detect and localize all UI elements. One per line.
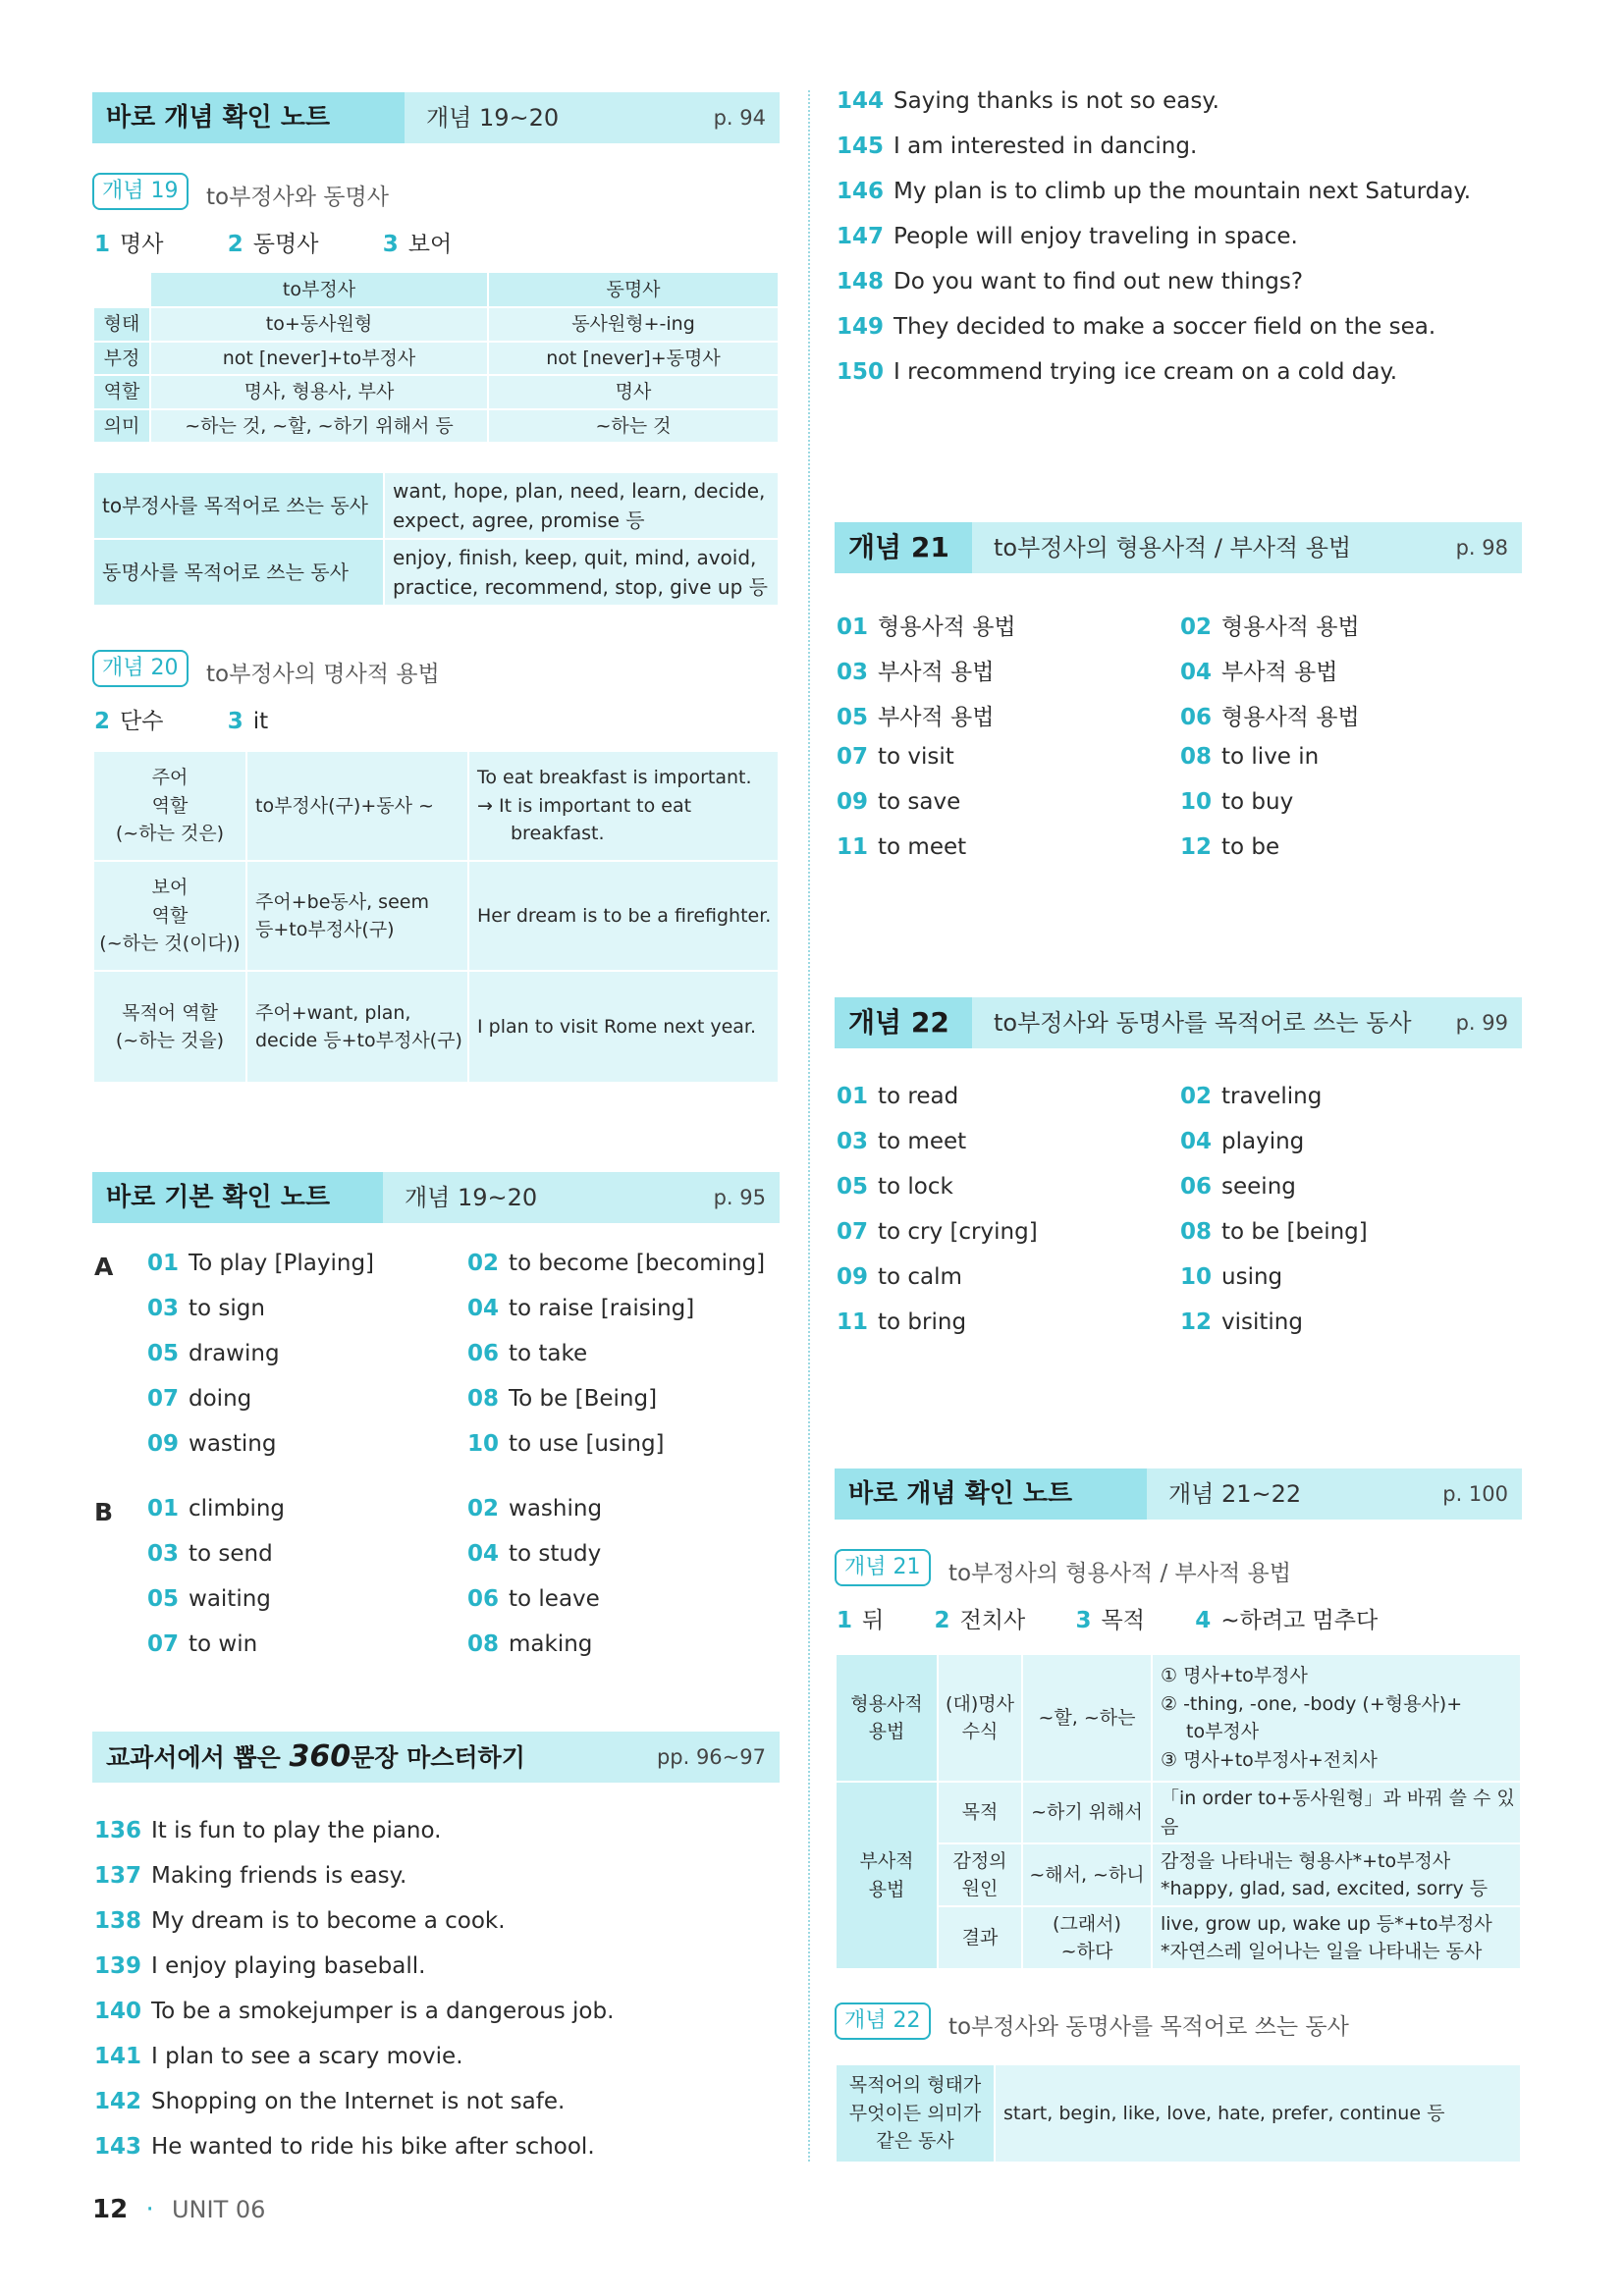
header-title: 바로 개념 확인 노트	[835, 1468, 1147, 1520]
answer-item: 08 to live in	[1180, 744, 1320, 770]
concept-22-title: to부정사와 동명사를 목적어로 쓰는 동사	[948, 2014, 1349, 2040]
answer-item: 10 to buy	[1180, 789, 1294, 815]
sentence-item: 136 It is fun to play the piano.	[94, 1818, 442, 1843]
header-concept: to부정사의 형용사적 / 부사적 용법	[994, 534, 1352, 561]
part-b-item: 02 washing	[467, 1496, 603, 1522]
concept-21-answers: 1 뒤 2 전치사 3 목적 4 ~하려고 멈추다	[837, 1608, 1379, 1633]
answer-item: 05 부사적 용법	[837, 705, 995, 730]
answer-item: 05 to lock	[837, 1174, 953, 1200]
adj-adv-use-table: 형용사적 용법 (대)명사 수식 ~할, ~하는 ① 명사+to부정사 ② -thing, -one, -body (+형용사)+ to부정사 ③ 명사+to부정사+전치사 부사적 용법 목적 ~하기 위해서 「in order to+동사원형」과 바꿔 쓸 수 있음 감정의 원인 ~해서, ~하니 감정을 나타내는 형용사*+to부정사 *happy, glad, sad, excited, sorry 등 결과 (그래서) ~하다 live, grow up, wake up 등*+to부정사 *자연스레 일어나는 일을 나타내는 동사	[835, 1653, 1522, 1970]
concept-20-answers: 2 단수 3 it	[94, 709, 269, 734]
answer-item: 12 to be	[1180, 834, 1280, 860]
answer-item: 06 seeing	[1180, 1174, 1296, 1200]
header-page: p. 100	[1442, 1482, 1508, 1506]
part-a-item: 07 doing	[147, 1386, 252, 1412]
concept-21-title: to부정사의 형용사적 / 부사적 용법	[948, 1561, 1291, 1586]
column-divider	[808, 90, 810, 2162]
answer-item: 10 using	[1180, 1264, 1283, 1290]
header-page: p. 99	[1455, 1011, 1508, 1035]
header-concept: 개념 21~22	[1168, 1480, 1302, 1508]
sentence-item: 143 He wanted to ride his bike after school.	[94, 2134, 595, 2160]
answer-item: 04 playing	[1180, 1129, 1305, 1154]
sentence-item: 145 I am interested in dancing.	[837, 133, 1198, 159]
part-a-item: 03 to sign	[147, 1296, 265, 1321]
header-title: 개념 21	[835, 522, 972, 573]
header-title: 바로 기본 확인 노트	[92, 1172, 383, 1223]
answer-item: 09 to calm	[837, 1264, 962, 1290]
header-concept: 개념 19~20	[426, 104, 560, 132]
unit-label: UNIT 06	[171, 2196, 266, 2223]
part-a-item: 01 To play [Playing]	[147, 1251, 375, 1276]
sentence-item: 142 Shopping on the Internet is not safe.	[94, 2089, 566, 2114]
concept-note-header	[92, 92, 780, 143]
sentence-item: 138 My dream is to become a cook.	[94, 1908, 506, 1934]
header-page: p. 95	[713, 1186, 766, 1209]
part-a-item: 09 wasting	[147, 1431, 277, 1457]
answer-item: 03 부사적 용법	[837, 660, 995, 685]
header-title: 교과서에서 뽑은 360문장 마스터하기	[106, 1739, 525, 1774]
concept-22-pill: 개념 22	[835, 2002, 931, 2040]
part-a-item: 08 To be [Being]	[467, 1386, 658, 1412]
answer-item: 09 to save	[837, 789, 961, 815]
infinitive-gerund-table: to부정사 동명사 형태 to+동사원형 동사원형+-ing 부정 not [never]+to부정사 not [never]+동명사 역할 명사, 형용사, 부사 명사 의미 ~하는 것, ~할, ~하기 위해서 등 ~하는 것	[92, 271, 780, 444]
answer-item: 08 to be [being]	[1180, 1219, 1368, 1245]
part-a-item: 10 to use [using]	[467, 1431, 665, 1457]
sentence-item: 146 My plan is to climb up the mountain next Saturday.	[837, 179, 1472, 204]
answer-item: 12 visiting	[1180, 1309, 1303, 1335]
part-b-item: 03 to send	[147, 1541, 273, 1567]
answer-item: 03 to meet	[837, 1129, 967, 1154]
same-meaning-verb-table: 목적어의 형태가 무엇이든 의미가 같은 동사 start, begin, like, love, hate, prefer, continue 등	[835, 2063, 1522, 2163]
header-title: 바로 개념 확인 노트	[92, 92, 405, 143]
part-b-item: 01 climbing	[147, 1496, 286, 1522]
concept-19-title: to부정사와 동명사	[206, 185, 389, 210]
part-b-item: 08 making	[467, 1631, 593, 1657]
answer-item: 07 to visit	[837, 744, 954, 770]
answer-item: 07 to cry [crying]	[837, 1219, 1038, 1245]
sentence-item: 150 I recommend trying ice cream on a cold day.	[837, 359, 1398, 385]
part-a-item: 02 to become [becoming]	[467, 1251, 766, 1276]
answer-item: 01 to read	[837, 1084, 959, 1109]
answer-item: 11 to bring	[837, 1309, 967, 1335]
answer-item: 02 형용사적 용법	[1180, 614, 1360, 640]
concept-21-header	[835, 522, 1522, 573]
sentence-item: 141 I plan to see a scary movie.	[94, 2044, 463, 2069]
page-footer: 12 · UNIT 06	[92, 2195, 266, 2224]
sentence-master-header	[92, 1732, 780, 1783]
sentence-item: 140 To be a smokejumper is a dangerous job.	[94, 1999, 615, 2024]
part-a-label: A	[94, 1253, 114, 1281]
header-title: 개념 22	[835, 997, 972, 1048]
page-number: 12	[92, 2195, 129, 2224]
header-page: p. 98	[1455, 536, 1508, 560]
header-concept: to부정사와 동명사를 목적어로 쓰는 동사	[994, 1009, 1412, 1037]
answer-item: 11 to meet	[837, 834, 967, 860]
concept-21-pill: 개념 21	[835, 1549, 931, 1586]
concept-19-answers: 1 명사 2 동명사 3 보어	[94, 232, 453, 257]
basic-note-header	[92, 1172, 780, 1223]
header-concept: 개념 19~20	[405, 1184, 538, 1211]
concept-20-title: to부정사의 명사적 용법	[206, 662, 440, 687]
part-b-item: 04 to study	[467, 1541, 602, 1567]
part-b-label: B	[94, 1498, 114, 1526]
object-verb-table: to부정사를 목적어로 쓰는 동사 want, hope, plan, need, learn, decide, expect, agree, promise 등 동명사를 목적어로 쓰는 동사 enjoy, finish, keep, quit, mind, avoid, practice, recommend, stop, give up 등	[92, 471, 780, 607]
answer-item: 06 형용사적 용법	[1180, 705, 1360, 730]
answer-item: 01 형용사적 용법	[837, 614, 1016, 640]
part-b-item: 06 to leave	[467, 1586, 600, 1612]
concept-19-pill: 개념 19	[92, 173, 189, 210]
header-page: p. 94	[713, 106, 766, 130]
sentence-item: 148 Do you want to find out new things?	[837, 269, 1304, 294]
part-a-item: 05 drawing	[147, 1341, 280, 1366]
header-page: pp. 96~97	[656, 1745, 766, 1769]
concept-22-header	[835, 997, 1522, 1048]
sentence-item: 139 I enjoy playing baseball.	[94, 1953, 426, 1979]
sentence-item: 144 Saying thanks is not so easy.	[837, 88, 1219, 114]
concept-note-header	[835, 1468, 1522, 1520]
noun-use-table: 주어 역할 (~하는 것은) to부정사(구)+동사 ~ To eat breakfast is important. → It is important to eat breakfast. 보어 역할 (~하는 것(이다)) 주어+be동사, seem 등+to부정사(구) Her dream is to be a firefighter. 목적어 역할 (~하는 것을) 주어+want, plan, decide 등+to부정사(구) I plan to visit Rome next year.	[92, 750, 780, 1084]
answer-item: 02 traveling	[1180, 1084, 1323, 1109]
part-a-item: 06 to take	[467, 1341, 588, 1366]
answer-item: 04 부사적 용법	[1180, 660, 1338, 685]
sentence-item: 149 They decided to make a soccer field on the sea.	[837, 314, 1436, 340]
part-a-item: 04 to raise [raising]	[467, 1296, 695, 1321]
sentence-item: 137 Making friends is easy.	[94, 1863, 407, 1889]
concept-20-pill: 개념 20	[92, 650, 189, 687]
part-b-item: 07 to win	[147, 1631, 258, 1657]
sentence-item: 147 People will enjoy traveling in space.	[837, 224, 1298, 249]
part-b-item: 05 waiting	[147, 1586, 271, 1612]
